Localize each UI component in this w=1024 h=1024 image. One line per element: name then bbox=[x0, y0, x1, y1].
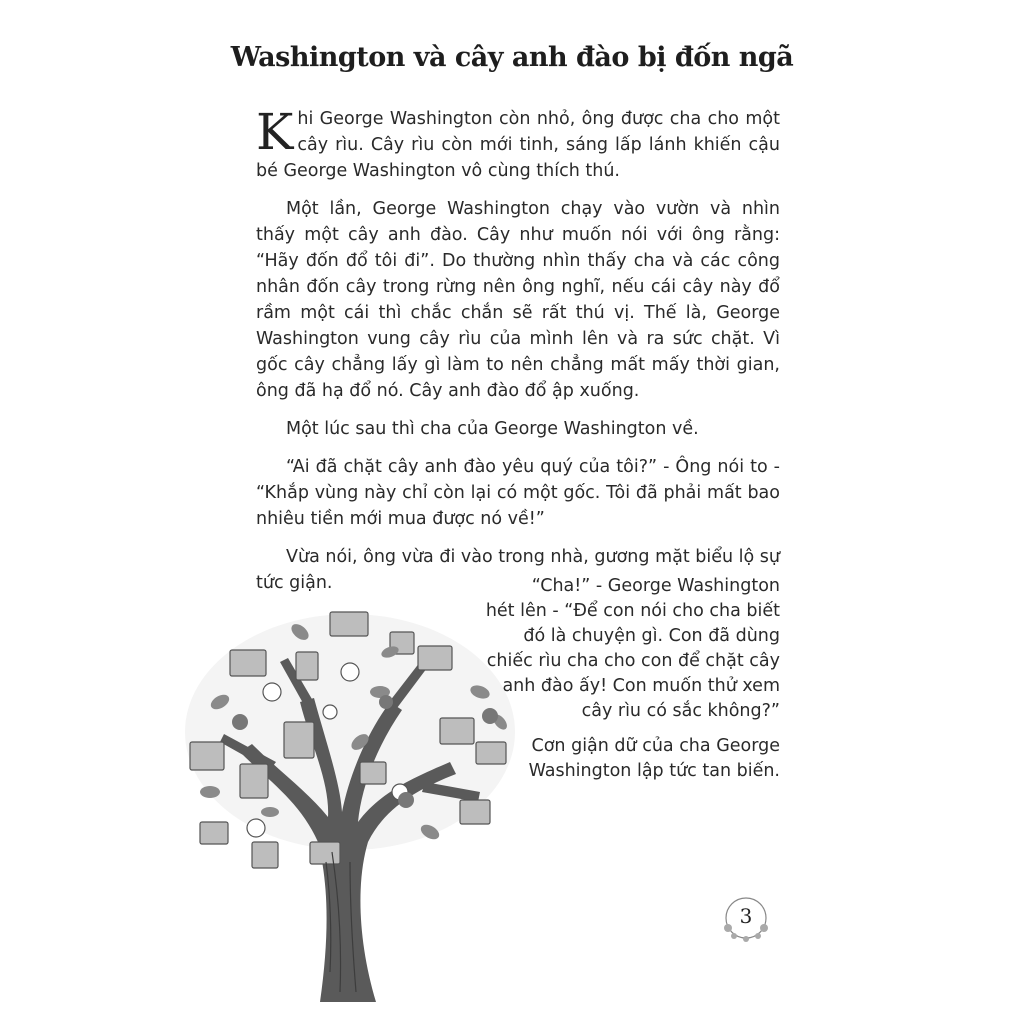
paragraph-5: Vừa nói, ông vừa đi vào trong nhà, gương mặt biểu lộ sự tức giận. bbox=[256, 547, 780, 593]
side-text-column bbox=[480, 574, 780, 794]
paragraph-4: “Ai đã chặt cây anh đào yêu quý của tôi?” - Ông nói to - “Khắp vùng này chỉ còn lại có một gốc. Tôi đã phải mất bao nhiêu tiền mới mua được nó về!” bbox=[256, 457, 780, 529]
paragraph-1 bbox=[256, 103, 780, 184]
paragraph-7: Cơn giận dữ của cha George Washington lập tức tan biến. bbox=[528, 736, 780, 781]
story-body bbox=[256, 103, 780, 608]
paragraph-2: Một lần, George Washington chạy vào vườn và nhìn thấy một cây anh đào. Cây như muốn nói với ông rằng: “Hãy đốn đổ tôi đi”. Do thường nhìn thấy cha và các công nhân đốn cây trong rừng nên ông nghĩ, nếu cái cây này đổ rầm một cái thì chắc chắn sẽ rất thú vị. Thế là, George Washington vung cây rìu của mình lên và ra sức chặt. Vì gốc cây chẳng lấy gì làm to nên chẳng mất mấy thời gian, ông đã hạ đổ nó. Cây anh đào đổ ập xuống. bbox=[256, 199, 780, 401]
paragraph-6: “Cha!” - George Washington hét lên - “Để con nói cho cha biết đó là chuyện gì. Con đã dùng chiếc rìu cha cho con để chặt cây anh đào ấy! Con muốn thử xem cây rìu có sắc không?” bbox=[485, 576, 780, 721]
paragraph-1-text: hi George Washington còn nhỏ, ông được cha cho một cây rìu. Cây rìu còn mới tinh, sáng lấp lánh khiến cậu bé George Washington vô cùng thích thú. bbox=[256, 109, 780, 181]
paragraph-3: Một lúc sau thì cha của George Washington về. bbox=[286, 419, 699, 439]
page-title: Washington và cây anh đào bị đốn ngã bbox=[230, 42, 794, 73]
drop-cap: K bbox=[256, 103, 294, 161]
page-number: 3 bbox=[739, 904, 753, 928]
page-number-badge bbox=[718, 894, 774, 942]
book-tree-illustration bbox=[180, 592, 520, 1002]
